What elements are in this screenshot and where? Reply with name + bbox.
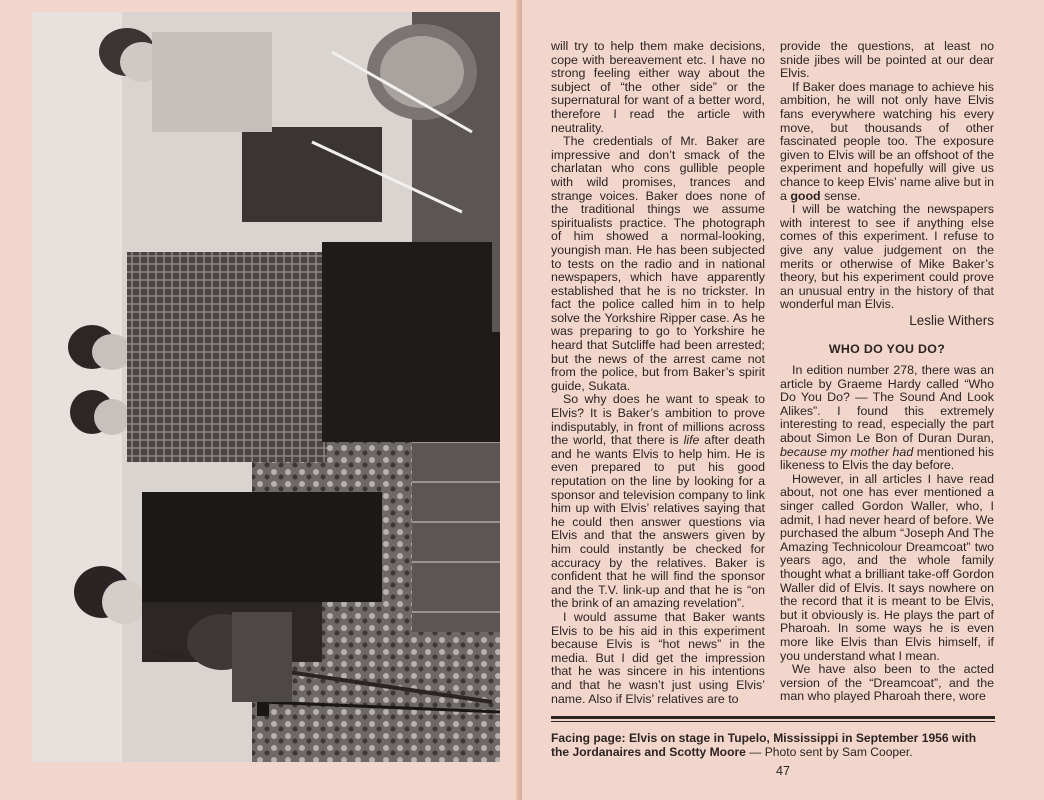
caption-bold: Facing page: Elvis on stage in Tupelo, Mississippi in September 1956 with the Jordanaires and Scotty Moore [551,731,977,759]
caption-credit: — Photo sent by Sam Cooper. [745,745,913,759]
text-run: mentioned his likeness to Elvis the day before. [780,444,994,473]
emphasis-text: because my mother had [780,444,914,459]
paragraph: will try to help them make decisions, cope with bereavement etc. I have no strong feeling either way about the subject of “the other side” or the supernatural for want of a better word, therefore I read the article with neutrality. [551,39,765,135]
paragraph: We have also been to the acted version of the “Dreamcoat”, and the man who played Pharoah there, wore [780,662,994,704]
paragraph: However, in all articles I have read about, not one has ever mentioned a singer called Gordon Waller, who, I admit, I had never heard of before. We purchased the album “Joseph And The Amazing Technicolour Dreamcoat” two years ago, and the whole family thought what a brilliant take-off Gordon Waller did of Elvis. It says nowhere on the record that it is meant to be Elvis, but it obviously is. He plays the part of Pharoah. In some ways he is even more like Elvis than Elvis himself, if you understand what I mean. [780,471,994,663]
stage-photo [32,12,500,762]
paragraph: provide the questions, at least no snide jibes will be pointed at our dear Elvis. [780,39,994,81]
text-run: If Baker does manage to achieve his ambition, he will not only have Elvis fans everywhere watching his every move, but thousands of other fascinated people too. The exposure given to Elvis will be an offshoot of the experiment and hopefully will give us chance to keep Elvis’ name alive but in a [780,79,994,203]
caption-rule-thin [551,721,995,722]
left-page [0,0,520,800]
author-signature: Leslie Withers [909,312,994,328]
section-heading: WHO DO YOU DO? [828,342,946,357]
emphasis-text: life [683,433,700,448]
paragraph [780,81,994,203]
caption-rule-thick [551,716,995,719]
paragraph: I will be watching the newspapers with interest to see if anything else comes of this experiment. I refuse to give any value judgement on the merits or otherwise of Mike Baker’s theory, but his experiment could prove an unusual entry in the history of that wonderful man Elvis. [780,202,994,312]
bold-text: good [790,188,821,203]
page-number: 47 [776,764,790,778]
text-run: In edition number 278, there was an article by Graeme Hardy called “Who Do You Do? — The Sound And Look Alikes”. I found this extremely interesting to read, especially the part about Simon Le Bon of Duran Duran, [780,363,994,446]
text-run: after death and he wants Elvis to help him. He is even prepared to put his good reputation on the line by looking for a sponsor and television company to link him up with Elvis’ relatives saying that he could then answer questions via Elvis and that the answers given by him could instantly be checked for accuracy by the relatives. Baker is confident that he will find the sponsor and the T.V. link-up and that he is “on the brink of an amazing revelation”. [551,433,765,611]
article-column-2 [780,40,994,704]
text-run: sense. [820,188,861,203]
text-run: So why does he want to speak to Elvis? It is Baker’s ambition to prove indisputably, in front of millions across the world, that there is [551,392,765,448]
paragraph: I would assume that Baker wants Elvis to be his aid in this experiment because Elvis is “hot news” in the media. But I did get the impression that he was sincere in his intentions and that he wasn’t just using Elvis’ name. Also if Elvis’ relatives are to [551,609,765,706]
paragraph [780,364,994,473]
photo-caption [551,731,997,759]
article-column-1 [551,40,765,706]
stage-photo-illustration [32,12,500,762]
paragraph [551,393,765,611]
paragraph: The credentials of Mr. Baker are impressive and don’t smack of the charlatan who cons gullible people with wild promises, trances and strange voices. Baker does none of the traditional things we assume spiritualists practice. The photograph of him showed a normal-looking, youngish man. He has been subjected to tests on the radio and in national newspapers, which have apparently established that he is no trickster. In fact the police called him in to help solve the Yorkshire Ripper case. As he was preparing to go to Yorkshire he heard that Sutcliffe had been arrested; but the news of the arrest came not from the police, but from Baker’s spirit guide, Sukata. [551,134,765,393]
